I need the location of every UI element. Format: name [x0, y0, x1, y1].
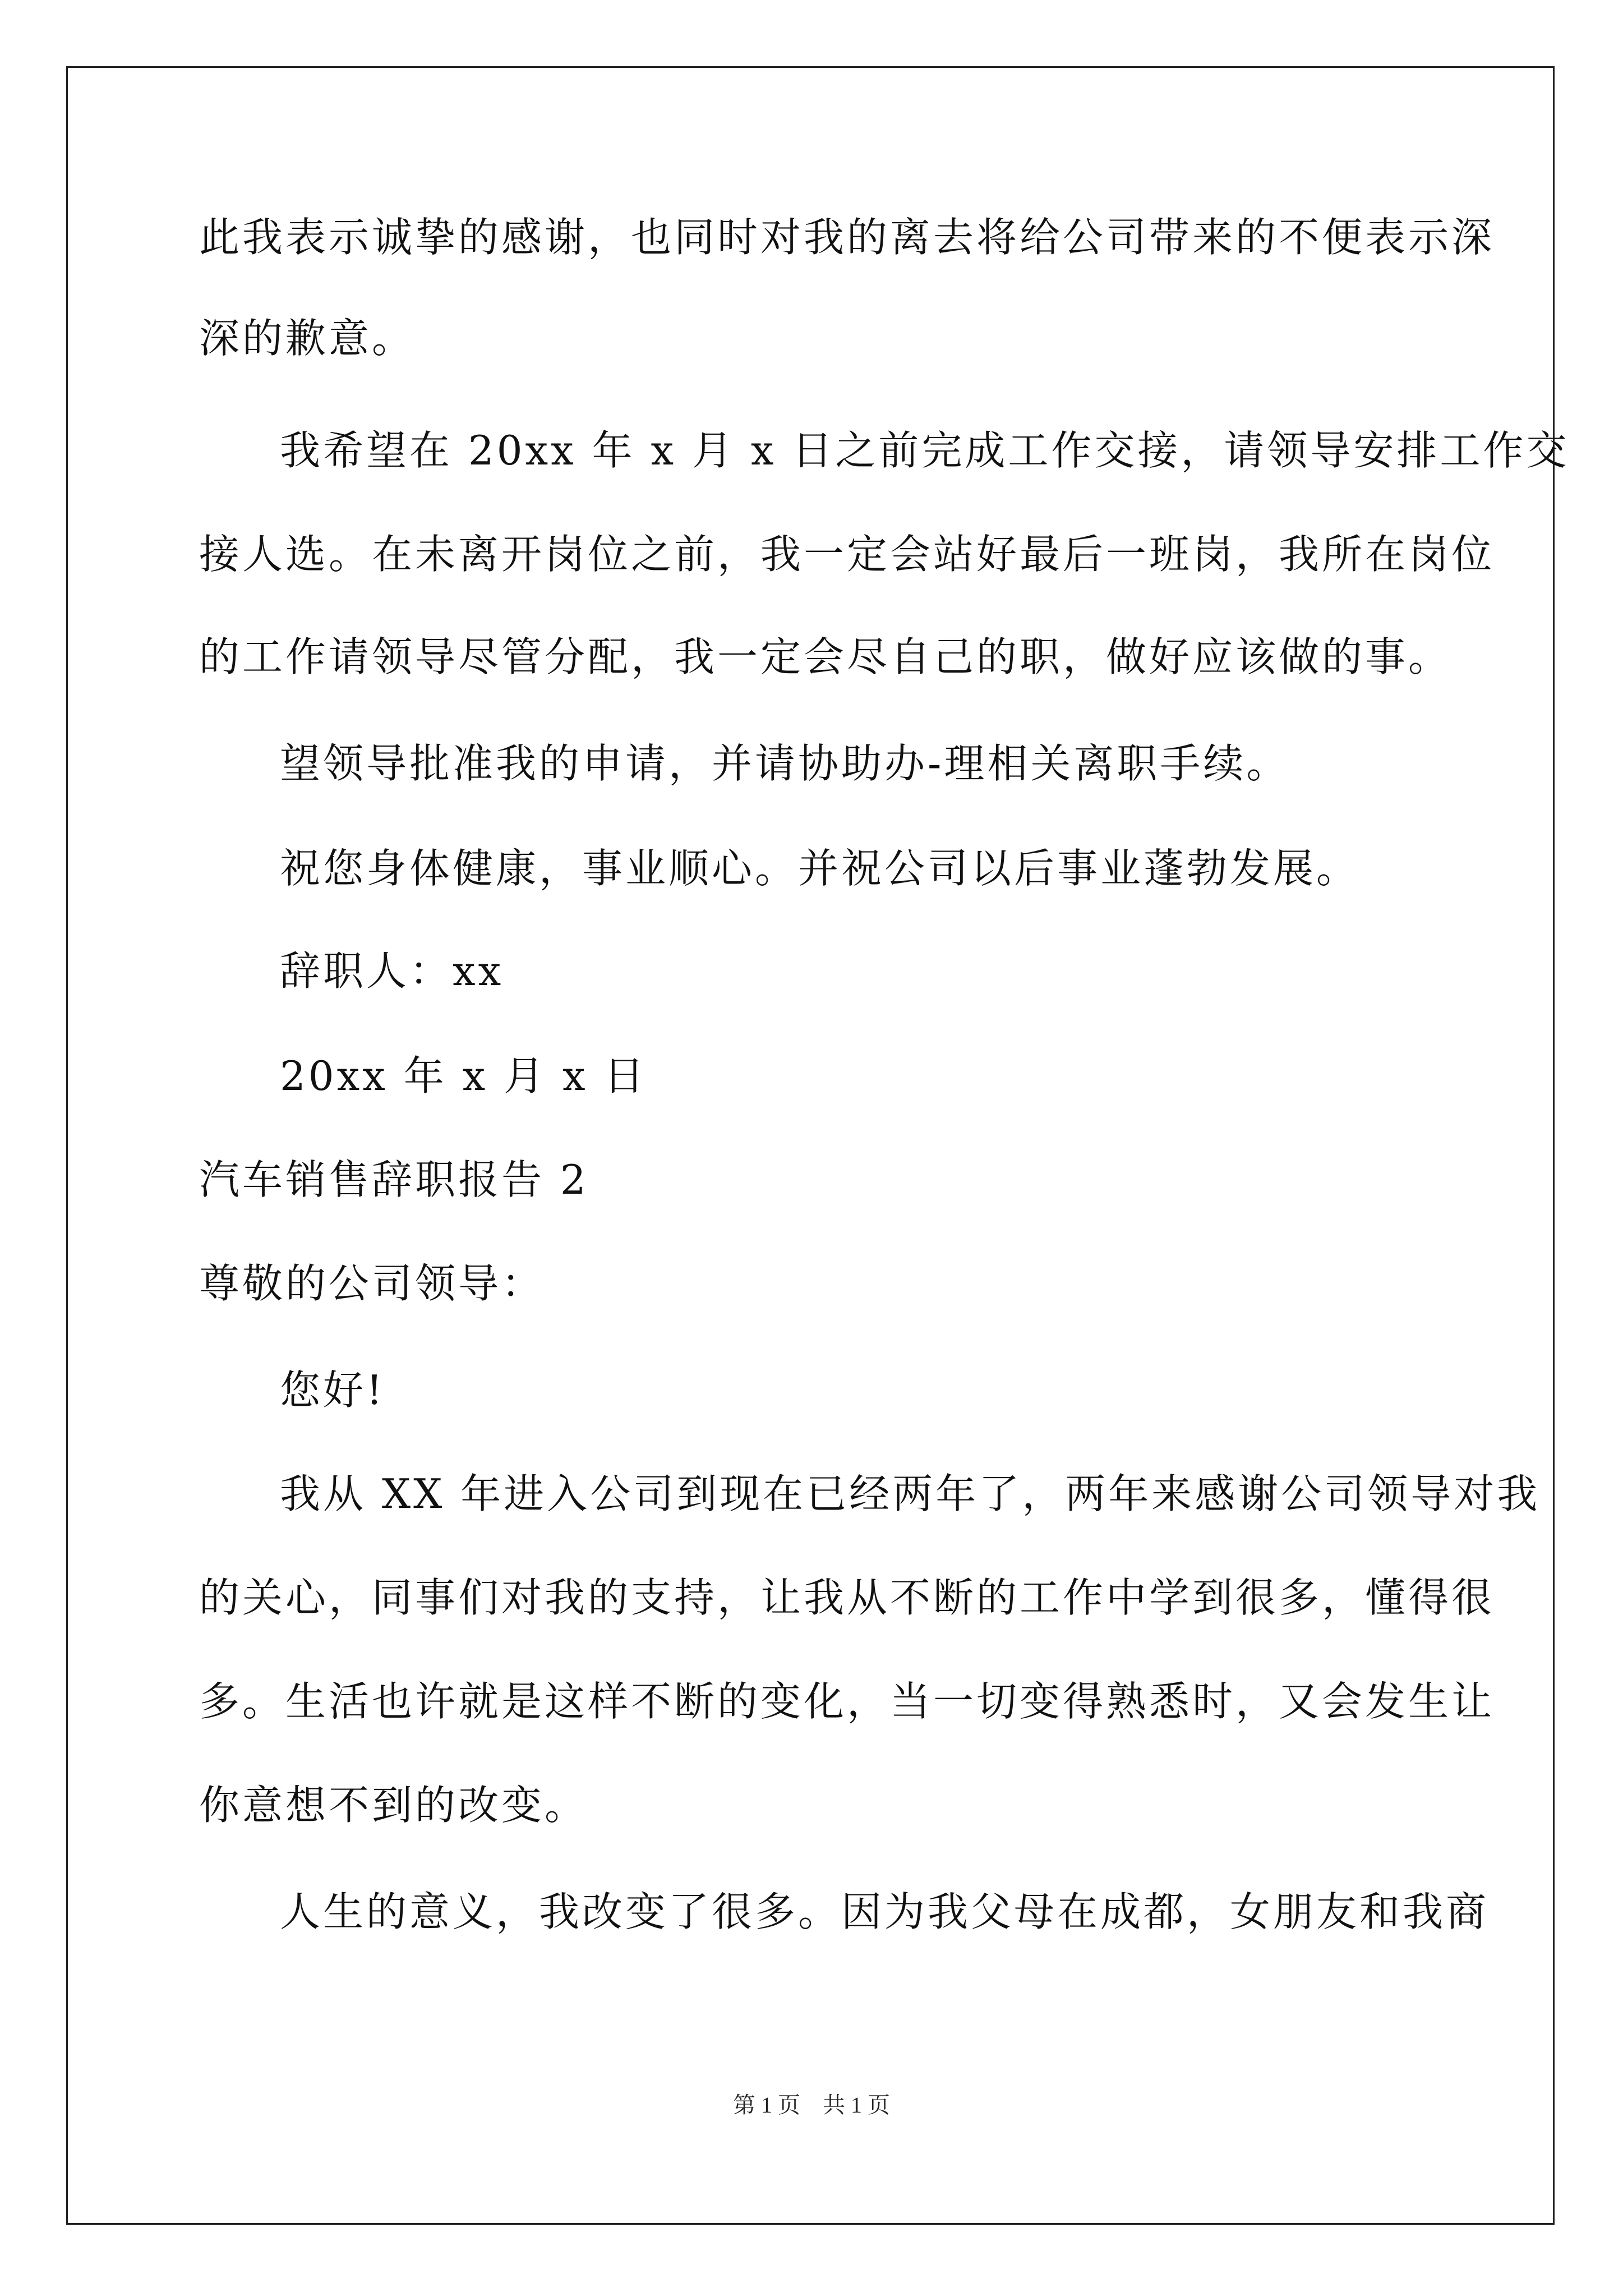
text-line-15: 多。生活也许就是这样不断的变化，当一切变得熟悉时，又会发生让	[199, 1678, 1495, 1725]
text-line-3: 我希望在 20xx 年 x 月 x 日之前完成工作交接，请领导安排工作交	[280, 427, 1570, 474]
text-line-14: 的关心，同事们对我的支持，让我从不断的工作中学到很多，懂得很	[199, 1574, 1495, 1621]
signature-line: 辞职人：xx	[280, 947, 504, 995]
salutation: 尊敬的公司领导：	[199, 1260, 545, 1307]
date-line: 20xx 年 x 月 x 日	[280, 1052, 647, 1099]
text-line-1: 此我表示诚挚的感谢，也同时对我的离去将给公司带来的不便表示深	[199, 214, 1495, 261]
text-line-5: 的工作请领导尽管分配，我一定会尽自己的职，做好应该做的事。	[199, 633, 1452, 680]
text-line-17: 人生的意义，我改变了很多。因为我父母在成都，女朋友和我商	[280, 1888, 1490, 1935]
text-line-7: 祝您身体健康，事业顺心。并祝公司以后事业蓬勃发展。	[280, 845, 1360, 892]
text-line-2: 深的歉意。	[199, 315, 416, 362]
text-line-6: 望领导批准我的申请，并请协助办-理相关离职手续。	[280, 740, 1290, 787]
text-line-4: 接人选。在未离开岗位之前，我一定会站好最后一班岗，我所在岗位	[199, 531, 1495, 578]
page-footer: 第 1 页 共 1 页	[733, 2092, 890, 2118]
section-title: 汽车销售辞职报告 2	[199, 1156, 589, 1203]
greeting: 您好!	[280, 1366, 385, 1414]
text-line-16: 你意想不到的改变。	[199, 1782, 588, 1829]
text-line-13: 我从 XX 年进入公司到现在已经两年了，两年来感谢公司领导对我	[280, 1470, 1541, 1517]
